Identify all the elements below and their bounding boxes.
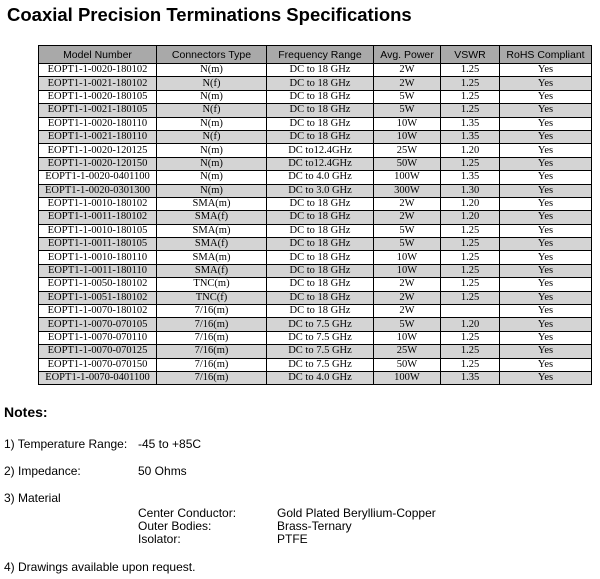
rohs-cell: Yes bbox=[500, 184, 592, 197]
table-row bbox=[39, 184, 592, 197]
frequency-range-cell: DC to 18 GHz bbox=[267, 90, 374, 103]
table-row bbox=[39, 64, 592, 77]
avg-power-cell: 2W bbox=[374, 211, 441, 224]
model-number-cell: EOPT1-1-0020-0301300 bbox=[39, 184, 157, 197]
model-number-cell: EOPT1-1-0070-070150 bbox=[39, 358, 157, 371]
vswr-cell: 1.25 bbox=[441, 77, 500, 90]
frequency-range-cell: DC to 18 GHz bbox=[267, 238, 374, 251]
rohs-cell: Yes bbox=[500, 371, 592, 384]
model-number-cell: EOPT1-1-0010-180105 bbox=[39, 224, 157, 237]
vswr-cell: 1.30 bbox=[441, 184, 500, 197]
vswr-cell: 1.35 bbox=[441, 371, 500, 384]
rohs-cell: Yes bbox=[500, 224, 592, 237]
table-row bbox=[39, 238, 592, 251]
table-row bbox=[39, 318, 592, 331]
connectors-type-cell: 7/16(m) bbox=[157, 331, 267, 344]
vswr-cell: 1.25 bbox=[441, 264, 500, 277]
connectors-type-cell: N(m) bbox=[157, 90, 267, 103]
table-row bbox=[39, 104, 592, 117]
rohs-cell: Yes bbox=[500, 157, 592, 170]
notes-heading: Notes: bbox=[4, 404, 48, 420]
rohs-cell: Yes bbox=[500, 345, 592, 358]
frequency-range-cell: DC to 18 GHz bbox=[267, 211, 374, 224]
table-row bbox=[39, 331, 592, 344]
rohs-cell: Yes bbox=[500, 264, 592, 277]
frequency-range-cell: DC to 18 GHz bbox=[267, 130, 374, 143]
material-value-outer-bodies: Brass-Ternary bbox=[277, 519, 352, 533]
model-number-cell: EOPT1-1-0020-120150 bbox=[39, 157, 157, 170]
material-part-isolator: Isolator: bbox=[138, 532, 181, 546]
connectors-type-cell: 7/16(m) bbox=[157, 358, 267, 371]
frequency-range-cell: DC to 18 GHz bbox=[267, 104, 374, 117]
model-number-cell: EOPT1-1-0020-180105 bbox=[39, 90, 157, 103]
frequency-range-cell: DC to 7.5 GHz bbox=[267, 331, 374, 344]
vswr-cell: 1.25 bbox=[441, 64, 500, 77]
material-value-center-conductor: Gold Plated Beryllium-Copper bbox=[277, 506, 436, 520]
avg-power-cell: 5W bbox=[374, 104, 441, 117]
model-number-cell: EOPT1-1-0020-180102 bbox=[39, 64, 157, 77]
model-number-cell: EOPT1-1-0010-180110 bbox=[39, 251, 157, 264]
vswr-cell: 1.20 bbox=[441, 318, 500, 331]
table-row bbox=[39, 117, 592, 130]
frequency-range-cell: DC to 18 GHz bbox=[267, 117, 374, 130]
vswr-cell: 1.25 bbox=[441, 331, 500, 344]
material-part-center-conductor: Center Conductor: bbox=[138, 506, 237, 520]
vswr-cell: 1.25 bbox=[441, 358, 500, 371]
rohs-cell: Yes bbox=[500, 90, 592, 103]
rohs-cell: Yes bbox=[500, 291, 592, 304]
frequency-range-cell: DC to 18 GHz bbox=[267, 305, 374, 318]
avg-power-cell: 10W bbox=[374, 331, 441, 344]
avg-power-cell: 10W bbox=[374, 117, 441, 130]
table-row bbox=[39, 251, 592, 264]
header-connectors-type: Connectors Type bbox=[157, 46, 267, 64]
note-temperature-label: 1) Temperature Range: bbox=[4, 437, 128, 451]
table-row bbox=[39, 345, 592, 358]
frequency-range-cell: DC to 18 GHz bbox=[267, 264, 374, 277]
avg-power-cell: 2W bbox=[374, 77, 441, 90]
model-number-cell: EOPT1-1-0070-070125 bbox=[39, 345, 157, 358]
frequency-range-cell: DC to 18 GHz bbox=[267, 77, 374, 90]
avg-power-cell: 5W bbox=[374, 318, 441, 331]
model-number-cell: EOPT1-1-0011-180105 bbox=[39, 238, 157, 251]
frequency-range-cell: DC to 18 GHz bbox=[267, 197, 374, 210]
frequency-range-cell: DC to 3.0 GHz bbox=[267, 184, 374, 197]
model-number-cell: EOPT1-1-0070-070110 bbox=[39, 331, 157, 344]
header-frequency-range: Frequency Range bbox=[267, 46, 374, 64]
connectors-type-cell: N(f) bbox=[157, 77, 267, 90]
rohs-cell: Yes bbox=[500, 117, 592, 130]
avg-power-cell: 10W bbox=[374, 130, 441, 143]
rohs-cell: Yes bbox=[500, 278, 592, 291]
note-material-label: 3) Material bbox=[4, 491, 61, 505]
connectors-type-cell: 7/16(m) bbox=[157, 305, 267, 318]
connectors-type-cell: SMA(m) bbox=[157, 197, 267, 210]
rohs-cell: Yes bbox=[500, 238, 592, 251]
connectors-type-cell: SMA(m) bbox=[157, 224, 267, 237]
table-row bbox=[39, 358, 592, 371]
frequency-range-cell: DC to 18 GHz bbox=[267, 224, 374, 237]
table-row bbox=[39, 90, 592, 103]
vswr-cell bbox=[441, 305, 500, 318]
avg-power-cell: 10W bbox=[374, 264, 441, 277]
vswr-cell: 1.25 bbox=[441, 104, 500, 117]
model-number-cell: EOPT1-1-0070-0401100 bbox=[39, 371, 157, 384]
model-number-cell: EOPT1-1-0020-180110 bbox=[39, 117, 157, 130]
avg-power-cell: 50W bbox=[374, 157, 441, 170]
model-number-cell: EOPT1-1-0021-180105 bbox=[39, 104, 157, 117]
avg-power-cell: 5W bbox=[374, 90, 441, 103]
rohs-cell: Yes bbox=[500, 305, 592, 318]
vswr-cell: 1.25 bbox=[441, 345, 500, 358]
frequency-range-cell: DC to 7.5 GHz bbox=[267, 318, 374, 331]
table-row bbox=[39, 130, 592, 143]
vswr-cell: 1.25 bbox=[441, 224, 500, 237]
avg-power-cell: 2W bbox=[374, 64, 441, 77]
spec-table bbox=[38, 45, 592, 385]
table-row bbox=[39, 157, 592, 170]
connectors-type-cell: SMA(f) bbox=[157, 264, 267, 277]
vswr-cell: 1.25 bbox=[441, 278, 500, 291]
connectors-type-cell: SMA(m) bbox=[157, 251, 267, 264]
frequency-range-cell: DC to 18 GHz bbox=[267, 291, 374, 304]
vswr-cell: 1.35 bbox=[441, 117, 500, 130]
model-number-cell: EOPT1-1-0050-180102 bbox=[39, 278, 157, 291]
vswr-cell: 1.25 bbox=[441, 90, 500, 103]
vswr-cell: 1.25 bbox=[441, 157, 500, 170]
connectors-type-cell: N(m) bbox=[157, 171, 267, 184]
table-row bbox=[39, 171, 592, 184]
table-row bbox=[39, 291, 592, 304]
header-rohs-compliant: RoHS Compliant bbox=[500, 46, 592, 64]
vswr-cell: 1.20 bbox=[441, 211, 500, 224]
table-row bbox=[39, 305, 592, 318]
avg-power-cell: 2W bbox=[374, 197, 441, 210]
rohs-cell: Yes bbox=[500, 318, 592, 331]
frequency-range-cell: DC to 4.0 GHz bbox=[267, 371, 374, 384]
rohs-cell: Yes bbox=[500, 358, 592, 371]
connectors-type-cell: 7/16(m) bbox=[157, 345, 267, 358]
connectors-type-cell: N(m) bbox=[157, 144, 267, 157]
model-number-cell: EOPT1-1-0011-180110 bbox=[39, 264, 157, 277]
frequency-range-cell: DC to 4.0 GHz bbox=[267, 171, 374, 184]
model-number-cell: EOPT1-1-0020-0401100 bbox=[39, 171, 157, 184]
page-title: Coaxial Precision Terminations Specifications bbox=[7, 4, 412, 25]
table-row bbox=[39, 224, 592, 237]
model-number-cell: EOPT1-1-0051-180102 bbox=[39, 291, 157, 304]
connectors-type-cell: SMA(f) bbox=[157, 238, 267, 251]
model-number-cell: EOPT1-1-0011-180102 bbox=[39, 211, 157, 224]
connectors-type-cell: N(f) bbox=[157, 130, 267, 143]
vswr-cell: 1.25 bbox=[441, 291, 500, 304]
note-drawings: 4) Drawings available upon request. bbox=[4, 560, 196, 574]
frequency-range-cell: DC to12.4GHz bbox=[267, 157, 374, 170]
table-header-row bbox=[39, 46, 592, 64]
connectors-type-cell: SMA(f) bbox=[157, 211, 267, 224]
frequency-range-cell: DC to 7.5 GHz bbox=[267, 358, 374, 371]
vswr-cell: 1.20 bbox=[441, 197, 500, 210]
rohs-cell: Yes bbox=[500, 130, 592, 143]
header-model-number: Model Number bbox=[39, 46, 157, 64]
model-number-cell: EOPT1-1-0021-180102 bbox=[39, 77, 157, 90]
rohs-cell: Yes bbox=[500, 104, 592, 117]
connectors-type-cell: TNC(f) bbox=[157, 291, 267, 304]
rohs-cell: Yes bbox=[500, 211, 592, 224]
vswr-cell: 1.35 bbox=[441, 130, 500, 143]
frequency-range-cell: DC to 18 GHz bbox=[267, 278, 374, 291]
vswr-cell: 1.25 bbox=[441, 238, 500, 251]
model-number-cell: EOPT1-1-0070-180102 bbox=[39, 305, 157, 318]
table-row bbox=[39, 77, 592, 90]
vswr-cell: 1.20 bbox=[441, 144, 500, 157]
frequency-range-cell: DC to12.4GHz bbox=[267, 144, 374, 157]
model-number-cell: EOPT1-1-0020-120125 bbox=[39, 144, 157, 157]
connectors-type-cell: 7/16(m) bbox=[157, 318, 267, 331]
avg-power-cell: 10W bbox=[374, 251, 441, 264]
avg-power-cell: 25W bbox=[374, 144, 441, 157]
frequency-range-cell: DC to 18 GHz bbox=[267, 251, 374, 264]
connectors-type-cell: 7/16(m) bbox=[157, 371, 267, 384]
rohs-cell: Yes bbox=[500, 251, 592, 264]
rohs-cell: Yes bbox=[500, 197, 592, 210]
table-row bbox=[39, 371, 592, 384]
header-avg-power: Avg. Power bbox=[374, 46, 441, 64]
avg-power-cell: 100W bbox=[374, 371, 441, 384]
frequency-range-cell: DC to 18 GHz bbox=[267, 64, 374, 77]
table-row bbox=[39, 211, 592, 224]
avg-power-cell: 2W bbox=[374, 291, 441, 304]
material-part-outer-bodies: Outer Bodies: bbox=[138, 519, 212, 533]
avg-power-cell: 2W bbox=[374, 278, 441, 291]
avg-power-cell: 100W bbox=[374, 171, 441, 184]
avg-power-cell: 5W bbox=[374, 224, 441, 237]
model-number-cell: EOPT1-1-0070-070105 bbox=[39, 318, 157, 331]
avg-power-cell: 50W bbox=[374, 358, 441, 371]
rohs-cell: Yes bbox=[500, 64, 592, 77]
vswr-cell: 1.35 bbox=[441, 171, 500, 184]
connectors-type-cell: N(m) bbox=[157, 117, 267, 130]
connectors-type-cell: N(m) bbox=[157, 64, 267, 77]
avg-power-cell: 2W bbox=[374, 305, 441, 318]
rohs-cell: Yes bbox=[500, 331, 592, 344]
model-number-cell: EOPT1-1-0010-180102 bbox=[39, 197, 157, 210]
table-row bbox=[39, 144, 592, 157]
header-vswr: VSWR bbox=[441, 46, 500, 64]
connectors-type-cell: TNC(m) bbox=[157, 278, 267, 291]
frequency-range-cell: DC to 7.5 GHz bbox=[267, 345, 374, 358]
connectors-type-cell: N(m) bbox=[157, 157, 267, 170]
note-temperature-value: -45 to +85C bbox=[138, 437, 202, 451]
avg-power-cell: 300W bbox=[374, 184, 441, 197]
note-impedance-value: 50 Ohms bbox=[138, 464, 187, 478]
model-number-cell: EOPT1-1-0021-180110 bbox=[39, 130, 157, 143]
rohs-cell: Yes bbox=[500, 171, 592, 184]
connectors-type-cell: N(f) bbox=[157, 104, 267, 117]
table-row bbox=[39, 278, 592, 291]
vswr-cell: 1.25 bbox=[441, 251, 500, 264]
avg-power-cell: 5W bbox=[374, 238, 441, 251]
avg-power-cell: 25W bbox=[374, 345, 441, 358]
rohs-cell: Yes bbox=[500, 144, 592, 157]
material-value-isolator: PTFE bbox=[277, 532, 308, 546]
connectors-type-cell: N(m) bbox=[157, 184, 267, 197]
note-impedance-label: 2) Impedance: bbox=[4, 464, 81, 478]
table-row bbox=[39, 264, 592, 277]
table-row bbox=[39, 197, 592, 210]
rohs-cell: Yes bbox=[500, 77, 592, 90]
